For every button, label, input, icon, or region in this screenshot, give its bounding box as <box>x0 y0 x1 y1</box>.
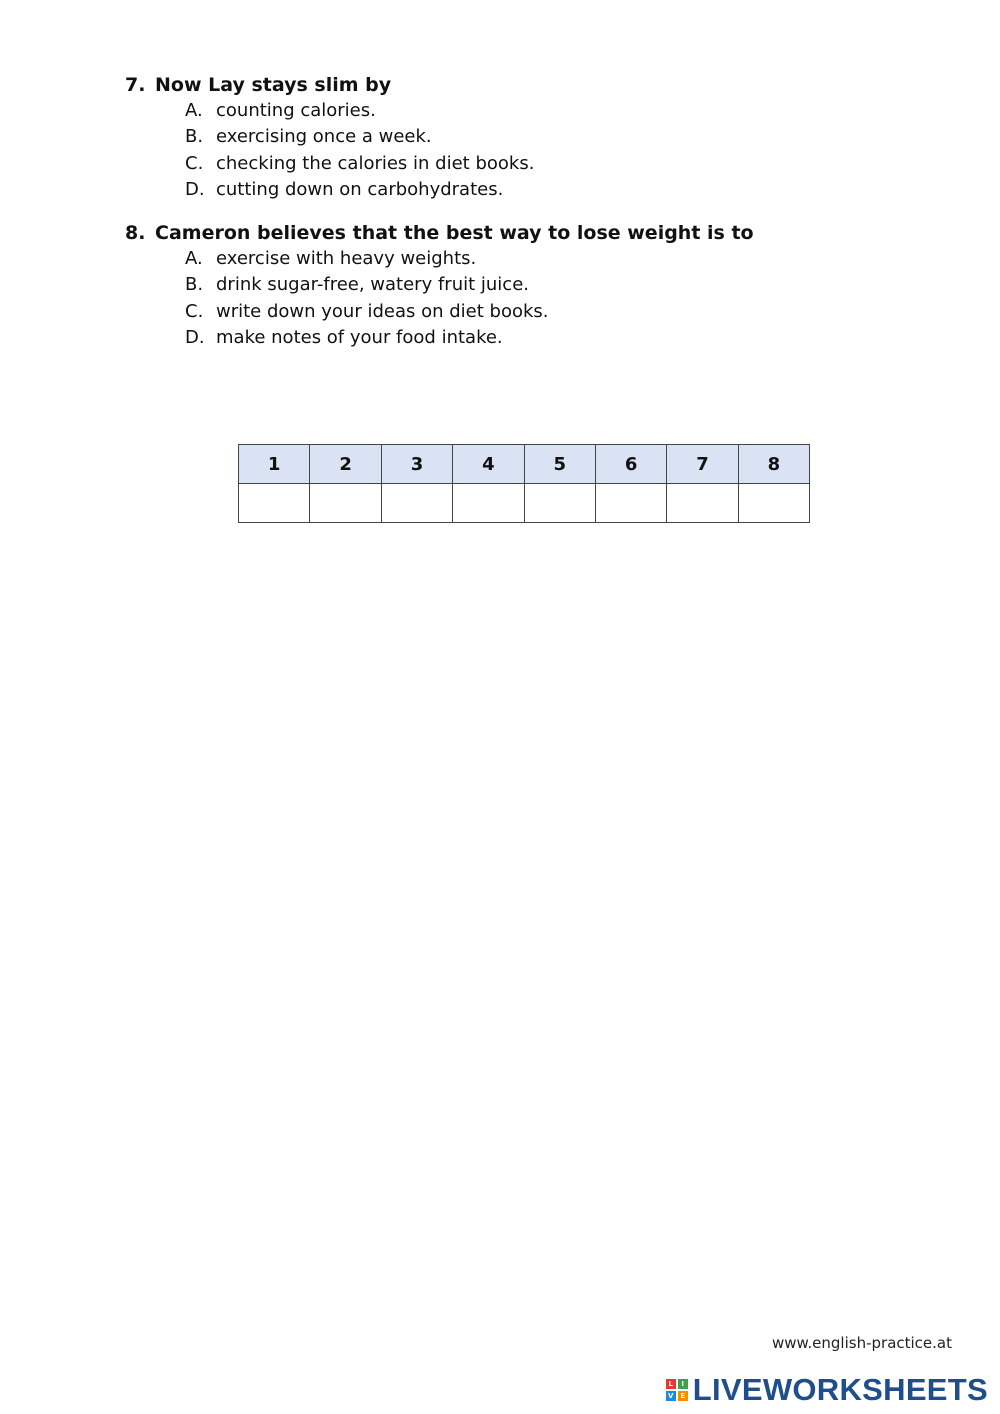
option-letter: B. <box>185 126 204 148</box>
logo-cell-l: L <box>666 1379 676 1389</box>
question-text: Cameron believes that the best way to lose weight is to <box>155 222 754 244</box>
options-list <box>125 246 885 351</box>
answer-table-header-row <box>239 445 810 484</box>
answer-header-cell: 4 <box>453 445 524 484</box>
website-url: www.english-practice.at <box>771 1334 952 1352</box>
option-letter: C. <box>185 152 204 174</box>
logo-cell-i: I <box>678 1379 688 1389</box>
option-text: drink sugar-free, watery fruit juice. <box>216 274 529 296</box>
liveworksheets-logo <box>666 1372 988 1408</box>
answer-input-cell-7[interactable] <box>667 484 738 523</box>
answer-input-cell-1[interactable] <box>239 484 310 523</box>
question-text: Now Lay stays slim by <box>155 74 392 96</box>
option-text: checking the calories in diet books. <box>216 152 535 174</box>
option-text: cutting down on carbohydrates. <box>216 178 504 200</box>
question-8 <box>125 220 885 351</box>
answer-header-cell: 5 <box>524 445 595 484</box>
option-b[interactable] <box>125 272 885 298</box>
option-text: make notes of your food intake. <box>216 326 503 348</box>
option-text: exercising once a week. <box>216 126 432 148</box>
option-letter: C. <box>185 300 204 322</box>
question-stem <box>125 72 885 98</box>
option-text: counting calories. <box>216 100 376 121</box>
options-list <box>125 98 885 203</box>
logo-cell-v: V <box>666 1391 676 1401</box>
question-number: 8. <box>125 222 146 244</box>
option-d[interactable] <box>125 177 885 203</box>
option-letter: A. <box>185 100 203 121</box>
logo-icon <box>666 1379 688 1401</box>
option-c[interactable] <box>125 151 885 177</box>
answer-input-cell-5[interactable] <box>524 484 595 523</box>
question-7 <box>125 72 885 203</box>
option-letter: B. <box>185 274 204 296</box>
option-letter: D. <box>185 178 205 200</box>
option-a[interactable] <box>125 246 885 272</box>
answer-input-cell-8[interactable] <box>738 484 809 523</box>
option-letter: A. <box>185 248 203 269</box>
option-d[interactable] <box>125 325 885 351</box>
question-number: 7. <box>125 74 146 96</box>
question-stem <box>125 220 885 246</box>
answer-table-input-row <box>239 484 810 523</box>
answer-input-cell-3[interactable] <box>381 484 452 523</box>
brand-name: LIVEWORKSHEETS <box>692 1372 988 1407</box>
answer-input-cell-4[interactable] <box>453 484 524 523</box>
answer-input-cell-6[interactable] <box>595 484 666 523</box>
option-text: exercise with heavy weights. <box>216 248 477 269</box>
answer-table <box>238 444 810 523</box>
answer-header-cell: 6 <box>595 445 666 484</box>
logo-cell-e: E <box>678 1391 688 1401</box>
answer-header-cell: 2 <box>310 445 381 484</box>
option-text: write down your ideas on diet books. <box>216 300 549 322</box>
answer-header-cell: 7 <box>667 445 738 484</box>
option-a[interactable] <box>125 98 885 124</box>
answer-header-cell: 8 <box>738 445 809 484</box>
answer-input-cell-2[interactable] <box>310 484 381 523</box>
option-b[interactable] <box>125 124 885 150</box>
answer-header-cell: 1 <box>239 445 310 484</box>
option-letter: D. <box>185 326 205 348</box>
answer-header-cell: 3 <box>381 445 452 484</box>
option-c[interactable] <box>125 299 885 325</box>
